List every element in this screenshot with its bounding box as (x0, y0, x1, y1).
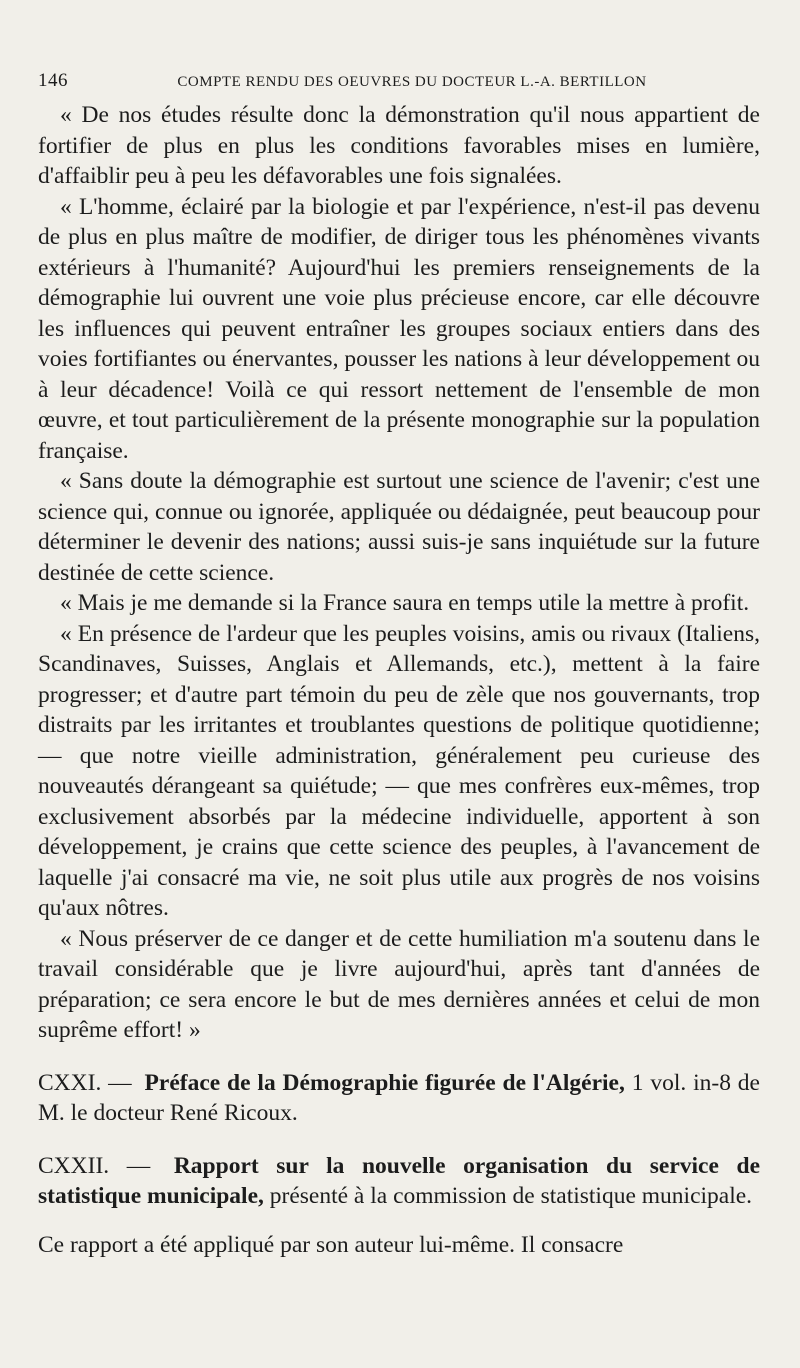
entry-details: présenté à la commission de statistique municipale. (269, 1183, 753, 1209)
paragraph: « Mais je me demande si la France saura en temps utile la mettre à profit. (60, 590, 750, 616)
page-header (38, 70, 760, 100)
final-paragraph-wrap (38, 1230, 760, 1261)
bibliography-entry (38, 1068, 760, 1129)
final-paragraph: Ce rapport a été appliqué par son auteur lui-même. Il consacre (38, 1231, 624, 1258)
entry-number: CXXII. — (38, 1152, 151, 1179)
page-number: 146 (38, 70, 68, 91)
bibliography-entry (38, 1151, 760, 1212)
entry-details: 1 vol. in-8 de M. le docteur René Ricoux. (38, 1069, 760, 1126)
running-head: COMPTE RENDU DES OEUVRES DU DOCTEUR L.-A. BERTILLON (177, 74, 647, 90)
entry-number: CXXI. — (38, 1069, 132, 1096)
paragraph: « De nos études résulte donc la démonstration qu'il nous appartient de fortifier de plus en plus les conditions favorables mises en lumière, d'affaiblir peu à peu les défavorables une fois signalées. (38, 102, 760, 189)
paragraph: « Nous préserver de ce danger et de cette humiliation m'a soutenu dans le travail considérable que je livre aujourd'hui, après tant d'années de préparation; ce sera encore le but de mes dernières années et celui de mon suprême effort! » (38, 925, 760, 1043)
paragraph: « En présence de l'ardeur que les peuples voisins, amis ou rivaux (Italiens, Scandinaves, Suisses, Anglais et Allemands, etc.), mettent à la faire progresser; et d'autre part témoin du peu de zèle que nos gouvernants, trop distraits par les irritantes et troublantes questions de politique quotidienne; — que notre vieille administration, généralement peu curieuse des nouveautés dérangeant sa quiétude; — que mes confrères eux-mêmes, trop exclusivement absorbés par la médecine individuelle, apportent à son développement, je crains que cette science des peuples, à l'avancement de laquelle j'ai consacré ma vie, ne soit plus utile aux progrès de nos voisins qu'aux nôtres. (38, 620, 760, 921)
paragraph: « L'homme, éclairé par la biologie et par l'expérience, n'est-il pas devenu de plus en plus maître de modifier, de diriger tous les phénomènes vivants extérieurs à l'humanité? Aujourd'hui les premiers renseignements de la démographie lui ouvrent une voie plus précieuse encore, car elle découvre les influences qui peuvent entraîner les groupes sociaux entiers dans des voies fortifiantes ou énervantes, pousser les nations à leur développement ou à leur décadence! Voilà ce qui ressort nettement de l'ensemble de mon œuvre, et tout particulièrement de la présente monographie sur la population française. (38, 193, 760, 464)
entry-title: Rapport sur la nouvelle organisation du service de statistique municipale, (38, 1152, 760, 1209)
body-text (38, 100, 760, 1260)
entry-title: Préface de la Démographie figurée de l'Algérie, (144, 1069, 625, 1096)
paragraph: « Sans doute la démographie est surtout une science de l'avenir; c'est une science qui, connue ou ignorée, appliquée ou dédaignée, peut beaucoup pour déterminer le devenir des nations; aussi suis-je sans inquiétude sur la future destinée de cette science. (38, 468, 760, 586)
